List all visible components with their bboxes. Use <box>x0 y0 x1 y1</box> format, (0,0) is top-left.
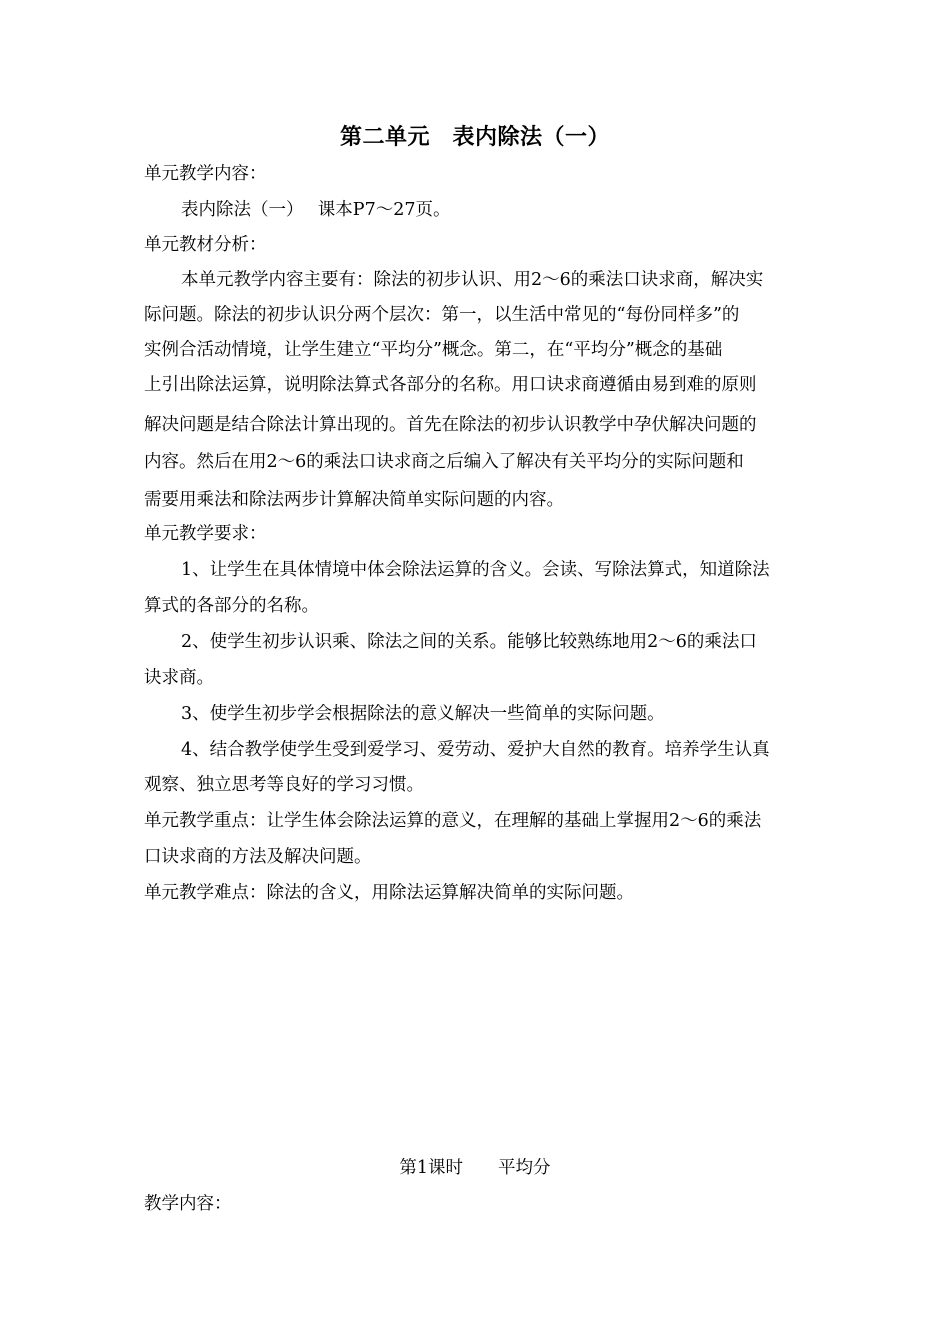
key-points-line: 单元教学重点：让学生体会除法运算的意义，在理解的基础上掌握用2～6的乘法 <box>144 811 762 831</box>
analysis-line: 需要用乘法和除法两步计算解决简单实际问题的内容。 <box>144 490 564 510</box>
difficult-point-line: 单元教学难点：除法的含义，用除法运算解决简单的实际问题。 <box>144 883 634 903</box>
requirements-heading: 单元教学要求： <box>144 524 267 544</box>
requirement-line: 2、使学生初步认识乘、除法之间的关系。能够比较熟练地用2～6的乘法口 <box>181 632 757 652</box>
requirement-line: 1、让学生在具体情境中体会除法运算的含义。会读、写除法算式，知道除法 <box>181 560 770 580</box>
lesson-title: 第1课时 平均分 <box>399 1158 551 1178</box>
analysis-line: 际问题。除法的初步认识分两个层次：第一，以生活中常见的“每份同样多”的 <box>144 305 740 325</box>
requirement-line: 诀求商。 <box>144 668 214 688</box>
requirement-line: 算式的各部分的名称。 <box>144 596 319 616</box>
requirement-line: 观察、独立思考等良好的学习习惯。 <box>144 775 424 795</box>
requirement-line: 4、结合教学使学生受到爱学习、爱劳动、爱护大自然的教育。培养学生认真 <box>181 740 770 760</box>
requirement-line: 3、使学生初步学会根据除法的意义解决一些简单的实际问题。 <box>181 704 665 724</box>
analysis-line: 本单元教学内容主要有：除法的初步认识、用2～6的乘法口诀求商，解决实 <box>181 270 764 290</box>
lesson-content-heading: 教学内容： <box>144 1194 232 1214</box>
content-line: 表内除法（一） 课本P7～27页。 <box>181 200 451 220</box>
analysis-heading: 单元教材分析： <box>144 235 267 255</box>
analysis-line: 内容。然后在用2～6的乘法口诀求商之后编入了解决有关平均分的实际问题和 <box>144 452 744 472</box>
analysis-line: 上引出除法运算，说明除法算式各部分的名称。用口诀求商遵循由易到难的原则 <box>144 375 757 395</box>
content-heading: 单元教学内容： <box>144 164 267 184</box>
analysis-line: 解决问题是结合除法计算出现的。首先在除法的初步认识教学中孕伏解决问题的 <box>144 415 757 435</box>
key-points-line: 口诀求商的方法及解决问题。 <box>144 847 372 867</box>
analysis-line: 实例合活动情境，让学生建立“平均分”概念。第二，在“平均分”概念的基础 <box>144 340 723 360</box>
unit-title: 第二单元 表内除法（一） <box>339 124 610 150</box>
